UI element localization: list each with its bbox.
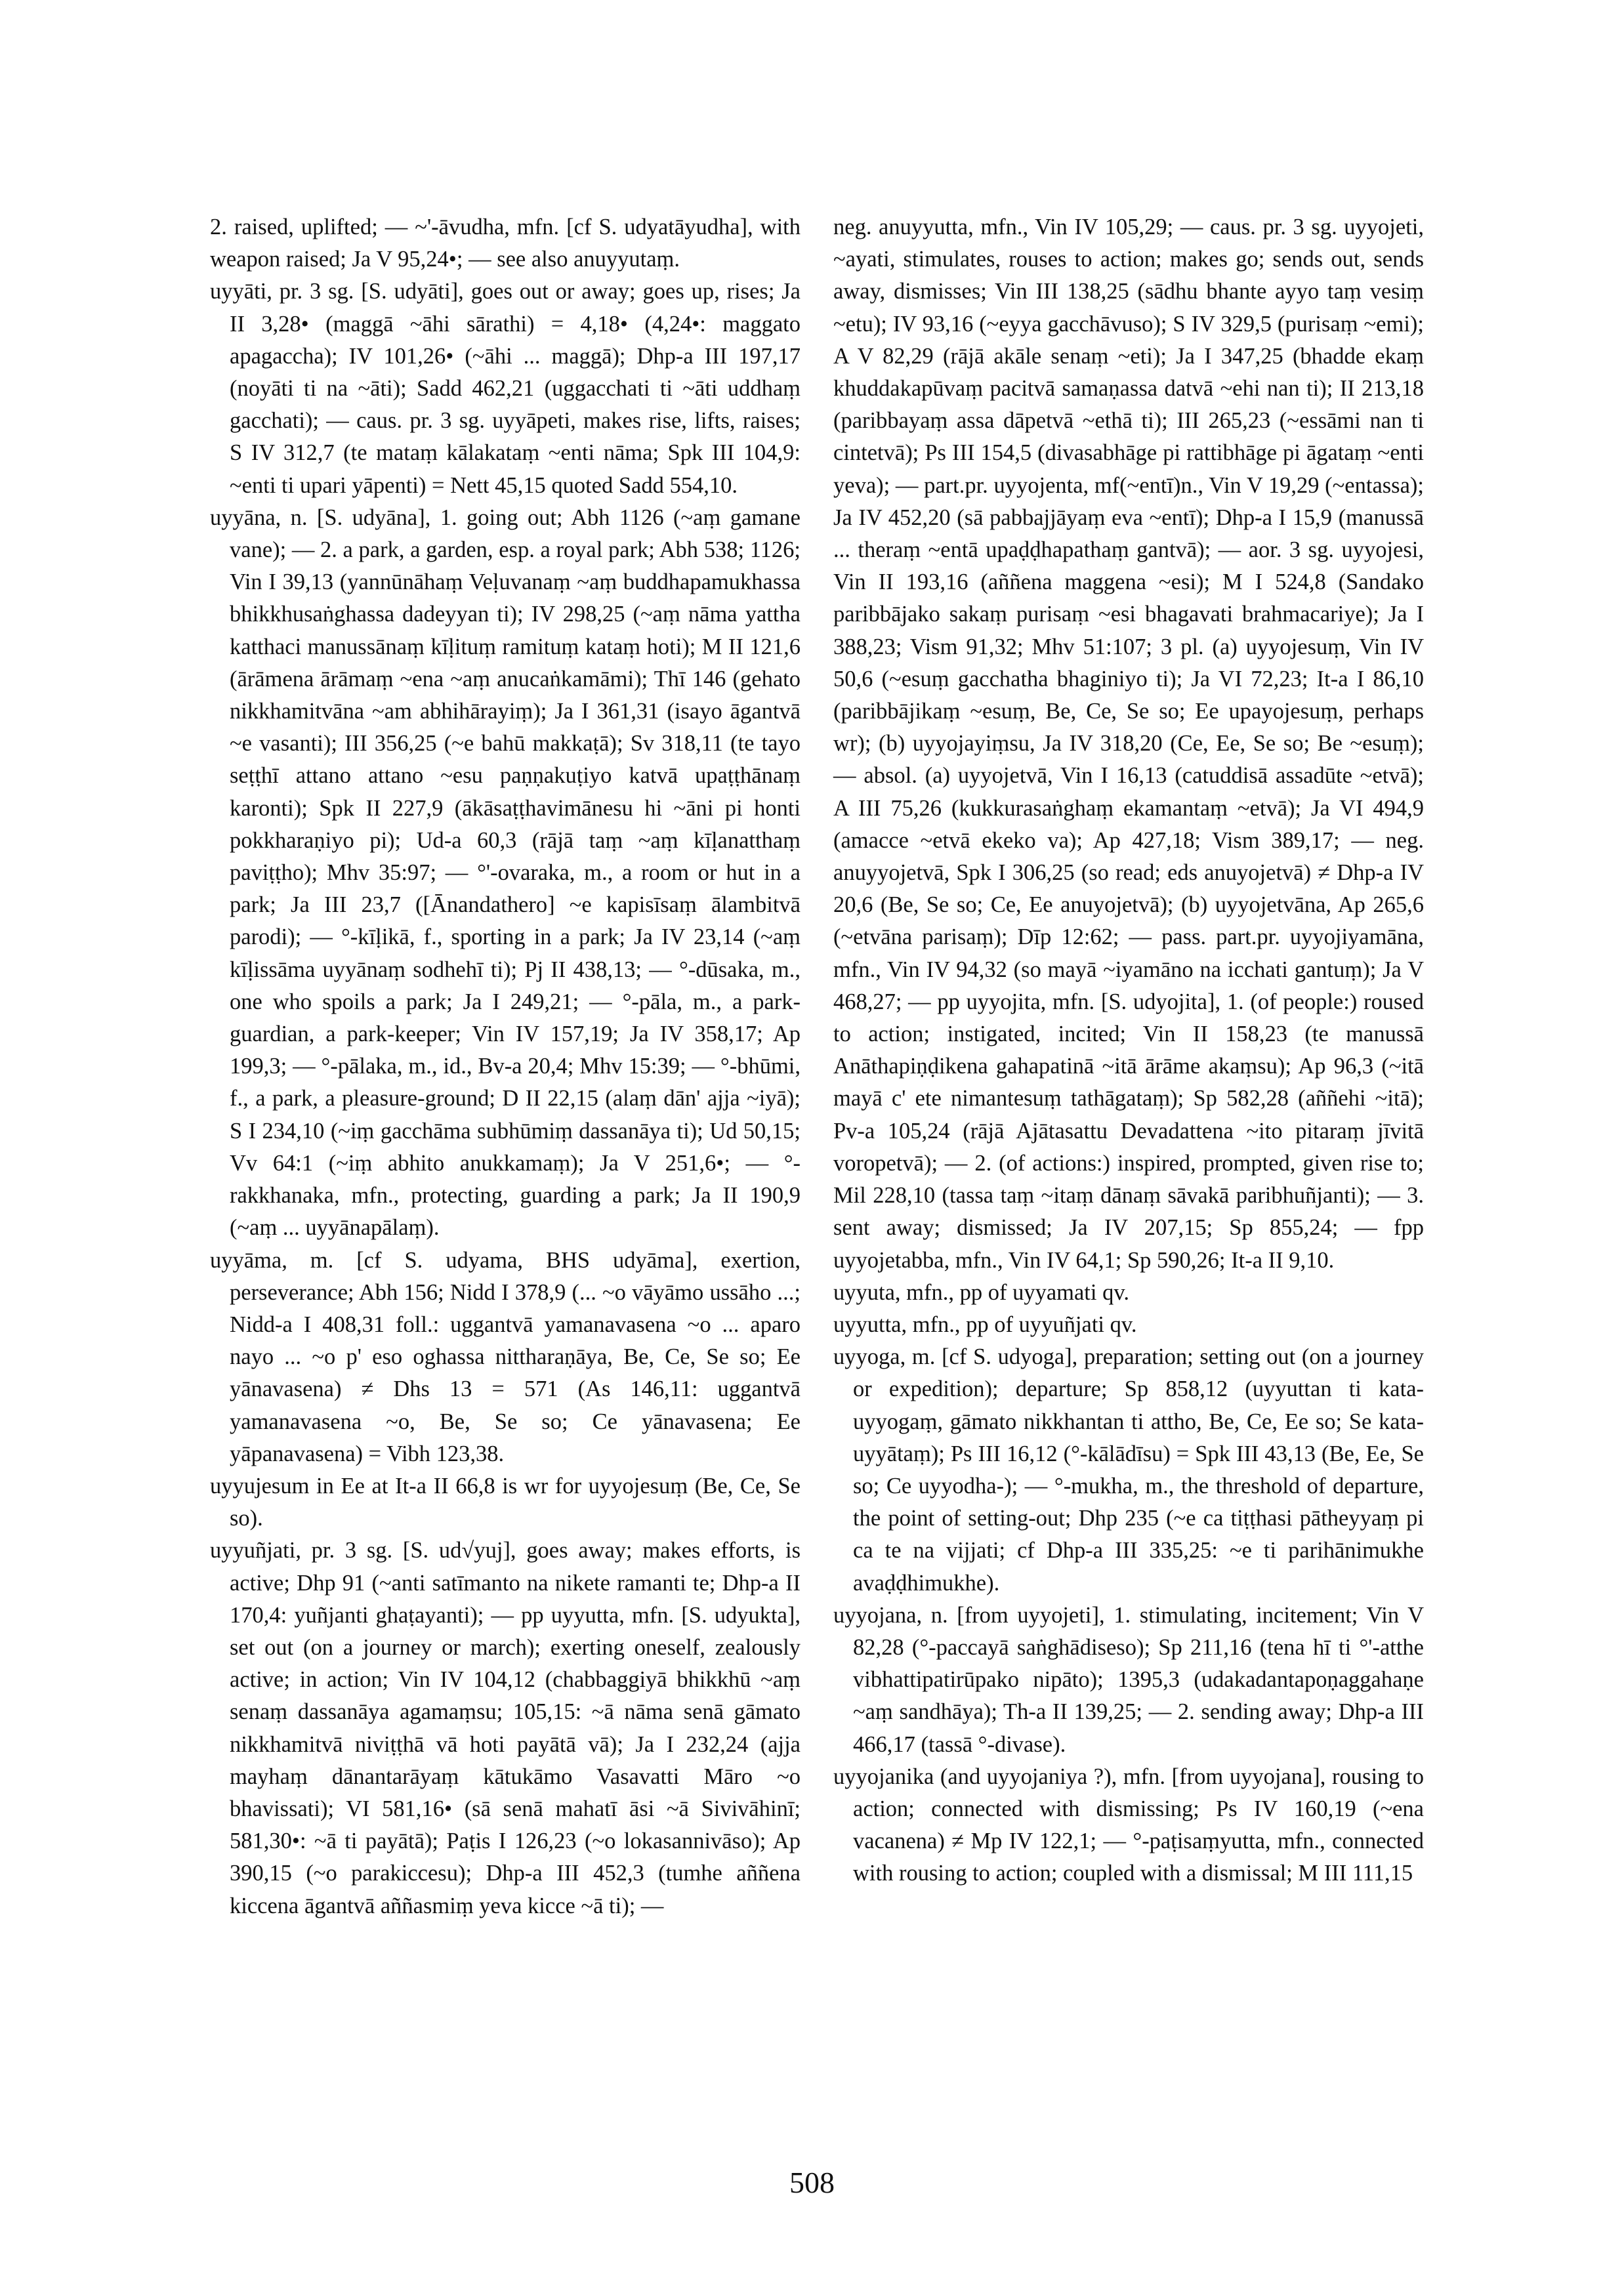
entry-text: uyyāna, n. [S. udyāna], 1. going out; Abh 1126 (~aṃ gamane vane); — 2. a park, a garden, esp. a royal park; Abh 538; 1126; Vin I 39,13 (yannūnāhaṃ Veḷuvanaṃ ~aṃ buddhapamukhassa bhikkhusaṅghassa dadeyyan ti); IV 298,25 (~aṃ nāma yattha katthaci manussānaṃ kīḷituṃ ramituṃ kataṃ hoti); M II 121,6 (ārāmena ārāmaṃ ~ena ~aṃ anucaṅkamāmi); Thī 146 (gehato nikkhamitvāna ~am abhihārayiṃ); Ja I 361,31 (isayo āgantvā ~e vasanti); III 356,25 (~e bahū makkaṭā); Sv 318,11 (te tayo seṭṭhī attano attano ~esu paṇṇakuṭiyo katvā upaṭṭhānaṃ karonti); Spk II 227,9 (ākāsaṭṭhavimānesu hi ~āni pi honti pokkharaṇiyo pi); Ud-a 60,3 (rājā taṃ ~aṃ kīḷanatthaṃ paviṭṭho); Mhv 35:97; — °'-ovaraka, m., a room or hut in a park; Ja III 23,7 ([Ānandathero] ~e kapisīsaṃ ālambitvā parodi); — °-kīḷikā, f., sporting in a park; Ja IV 23,14 (~aṃ kīḷissāma uyyānaṃ sodhehī ti); Pj II 438,13; — °-dūsaka, m., one who spoils a park; Ja I 249,21; — °-pāla, m., a park-guardian, a park-keeper; Vin IV 157,19; Ja IV 358,17; Ap 199,3; — °-pālaka, m., id., Bv-a 20,4; Mhv 15:39; — °-bhūmi, f., a park, a pleasure-ground; D II 22,15 (alaṃ dān' ajja ~iyā); S I 234,10 (~iṃ gacchāma subhūmiṃ dassanāya ti); Ud 50,15; Vv 64:1 (~iṃ abhito anukkamaṃ); Ja V 251,6•; — °-rakkhanaka, mfn., protecting, guarding a park; Ja II 190,9 (~aṃ ... uyyānapālaṃ).: [210, 505, 801, 1241]
entry-text: uyyāti, pr. 3 sg. [S. udyāti], goes out or away; goes up, rises; Ja II 3,28• (maggā ~āhi sārathi) = 4,18• (4,24•: maggato apagaccha); IV 101,26• (~āhi ... maggā); Dhp-a III 197,17 (noyāti ti na ~āti); Sadd 462,21 (uggacchati ti ~āti uddhaṃ gacchati); — caus. pr. 3 sg. uyyāpeti, makes rise, lifts, raises; S IV 312,7 (te mataṃ kālakataṃ ~enti nāma; Spk III 104,9: ~enti ti upari yāpenti) = Nett 45,15 quoted Sadd 554,10.: [210, 279, 801, 498]
entry-text: uyyuta, mfn., pp of uyyamati qv.: [833, 1279, 1129, 1305]
page-number: 508: [789, 2166, 835, 2199]
dictionary-entry: [833, 211, 1424, 1277]
entry-text: uyyojana, n. [from uyyojeti], 1. stimulating, incitement; Vin V 82,28 (°-paccayā saṅghādiseso); Sp 211,16 (tena hī ti °'-atthe vibhattipatirūpako nipāto); 1395,3 (udakadantapoṇaggahaṇe ~aṃ sandhāya); Th-a II 139,25; — 2. sending away; Dhp-a III 466,17 (tassā °-divase).: [833, 1602, 1424, 1757]
entry-text: uyyuñjati, pr. 3 sg. [S. ud√yuj], goes away; makes efforts, is active; Dhp 91 (~anti satīmanto na nikete ramanti te; Dhp-a II 170,4: yuñjanti ghaṭayanti); — pp uyyutta, mfn. [S. udyukta], set out (on a journey or march); exerting oneself, zealously active; in action; Vin IV 104,12 (chabbaggiyā bhikkhū ~aṃ senaṃ dassanāya agamaṃsu; 105,15: ~ā nāma senā gāmato nikkhamitvā niviṭṭhā vā hoti payātā vā); Ja I 232,24 (ajja mayhaṃ dānantarāyaṃ kātukāmo Vasavatti Māro ~o bhavissati); VI 581,16• (sā senā mahatī āsi ~ā Sivivāhinī; 581,30•: ~ā ti payātā); Paṭis I 126,23 (~o lokasannivāso); Ap 390,15 (~o parakiccesu); Dhp-a III 452,3 (tumhe aññena kiccena āgantvā aññasmiṃ yeva kicce ~ā ti); —: [210, 1538, 801, 1918]
dictionary-entry: [833, 1761, 1424, 1890]
dictionary-entry: [210, 502, 801, 1245]
dictionary-entry: [833, 1341, 1424, 1600]
entry-text: 2. raised, uplifted; — ~'-āvudha, mfn. [cf S. udyatāyudha], with weapon raised; Ja V 95,24•; — see also anuyyutaṃ.: [210, 215, 801, 272]
dictionary-entry: [210, 1470, 801, 1535]
left-column: [210, 211, 801, 1922]
dictionary-entry: [833, 1277, 1424, 1309]
entry-text: uyyoga, m. [cf S. udyoga], preparation; setting out (on a journey or expedition); departure; Sp 858,12 (uyyuttan ti kata-uyyogaṃ, gāmato nikkhantan ti attho, Be, Ce, Ee so; Se kata-uyyātaṃ); Ps III 16,12 (°-kālādīsu) = Spk III 43,13 (Be, Ee, Se so; Ce uyyodha-); — °-mukha, m., the threshold of departure, the point of setting-out; Dhp 235 (~e ca tiṭṭhasi pātheyyaṃ pi ca te na vijjati; cf Dhp-a III 335,25: ~e ti parihānimukhe avaḍḍhimukhe).: [833, 1344, 1424, 1596]
entry-text: uyyāma, m. [cf S. udyama, BHS udyāma], exertion, perseverance; Abh 156; Nidd I 378,9 (... ~o vāyāmo ussāho ...; Nidd-a I 408,31 foll.: uggantvā yamanavasena ~o ... aparo nayo ... ~o p' eso oghassa nittharaṇāya, Be, Ce, Se so; Ee yānavasena) ≠ Dhs 13 = 571 (As 146,11: uggantvā yamanavasena ~o, Be, Se so; Ce yānavasena; Ee yāpanavasena) = Vibh 123,38.: [210, 1247, 801, 1466]
entry-text: uyyojanika (and uyyojaniya ?), mfn. [from uyyojana], rousing to action; connected with dismissing; Ps IV 160,19 (~ena vacanena) ≠ Mp IV 122,1; — °-paṭisaṃyutta, mfn., connected with rousing to action; coupled with a dismissal; M III 111,15: [833, 1764, 1424, 1886]
entry-text: neg. anuyyutta, mfn., Vin IV 105,29; — caus. pr. 3 sg. uyyojeti, ~ayati, stimulates, rouses to action; makes go; sends out, sends away, dismisses; Vin III 138,25 (sādhu bhante ayyo taṃ vesiṃ ~etu); IV 93,16 (~eyya gacchāvuso); S IV 329,5 (purisaṃ ~emi); A V 82,29 (rājā akāle senaṃ ~eti); Ja I 347,25 (bhadde ekaṃ khuddakapūvaṃ pacitvā samaṇassa datvā ~ehi nan ti); II 213,18 (paribbayaṃ assa dāpetvā ~ethā ti); III 265,23 (~essāmi nan ti cintetvā); Ps III 154,5 (divasabhāge pi rattibhāge pi āgataṃ ~enti yeva); — part.pr. uyyojenta, mf(~entī)n., Vin V 19,29 (~entassa); Ja IV 452,20 (sā pabbajjāyaṃ eva ~entī); Dhp-a I 15,9 (manussā ... theraṃ ~entā upaḍḍhapathaṃ gantvā); — aor. 3 sg. uyyojesi, Vin II 193,16 (aññena maggena ~esi); M I 524,8 (Sandako paribbājako sakaṃ purisaṃ ~esi bhagavati brahmacariye); Ja I 388,23; Vism 91,32; Mhv 51:107; 3 pl. (a) uyyojesuṃ, Vin IV 50,6 (~esuṃ gacchatha bhaginiyo ti); Ja VI 72,23; It-a I 86,10 (paribbājikaṃ ~esuṃ, Be, Ce, Se so; Ee upayojesuṃ, perhaps wr); (b) uyyojayiṃsu, Ja IV 318,20 (Ce, Ee, Se so; Be ~esuṃ); — absol. (a) uyyojetvā, Vin I 16,13 (catuddisā assadūte ~etvā); A III 75,26 (kukkurasaṅghaṃ ekamantaṃ ~etvā); Ja VI 494,9 (amacce ~etvā ekeko va); Ap 427,18; Vism 389,17; — neg. anuyyojetvā, Spk I 306,25 (so read; eds anuyojetvā) ≠ Dhp-a IV 20,6 (Be, Se so; Ce, Ee anuyojetvā); (b) uyyojetvāna, Ap 265,6 (~etvāna parisaṃ); Dīp 12:62; — pass. part.pr. uyyojiyamāna, mfn., Vin IV 94,32 (so mayā ~iyamāno na icchati gantuṃ); Ja V 468,27; — pp uyyojita, mfn. [S. udyojita], 1. (of people:) roused to action; instigated, incited; Vin II 158,23 (te manussā Anāthapiṇḍikena gahapatinā ~itā ārāme akaṃsu); Ap 96,3 (~itā mayā c' ete nimantesuṃ tathāgataṃ); Sp 582,28 (aññehi ~itā); Pv-a 105,24 (rājā Ajātasattu Devadattena ~ito pitaraṃ jīvitā voropetvā); — 2. (of actions:) inspired, prompted, given rise to; Mil 228,10 (tassa taṃ ~itaṃ dānaṃ sāvakā paribhuñjanti); — 3. sent away; dismissed; Ja IV 207,15; Sp 855,24; — fpp uyyojetabba, mfn., Vin IV 64,1; Sp 590,26; It-a II 9,10.: [833, 215, 1424, 1273]
right-column: [833, 211, 1424, 1890]
dictionary-entry: [833, 1309, 1424, 1341]
entry-text: uyyujesum in Ee at It-a II 66,8 is wr for uyyojesuṃ (Be, Ce, Se so).: [210, 1473, 801, 1531]
dictionary-entry: [210, 1245, 801, 1470]
entry-text: uyyutta, mfn., pp of uyyuñjati qv.: [833, 1312, 1137, 1337]
dictionary-entry: [210, 211, 801, 276]
dictionary-entry: [210, 276, 801, 501]
dictionary-entry: [210, 1535, 801, 1922]
dictionary-entry: [833, 1600, 1424, 1761]
